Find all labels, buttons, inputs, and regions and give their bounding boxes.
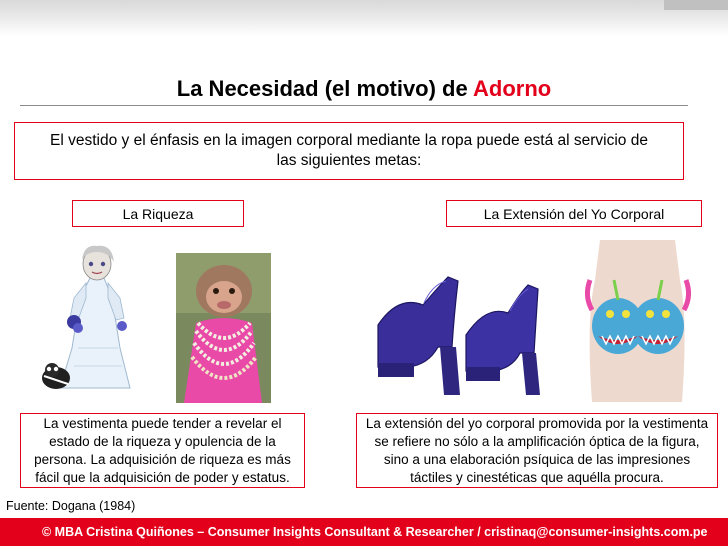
footer-text: © MBA Cristina Quiñones – Consumer Insights Consultant & Researcher / cristinaq@consumer-insights.com.pe xyxy=(42,525,708,539)
body-extension-description-box xyxy=(356,413,718,488)
decorated-bra-image xyxy=(570,240,705,402)
slide-title xyxy=(0,76,728,102)
top-corner-stripe xyxy=(664,0,728,10)
goal-label-wealth-text: La Riqueza xyxy=(122,205,194,222)
intro-text: El vestido y el énfasis en la imagen corporal mediante la ropa puede está al servicio de las siguientes metas: xyxy=(50,132,648,169)
slide-title-accent: Adorno xyxy=(473,76,552,101)
monkey-pearls-image xyxy=(176,253,271,403)
intro-box xyxy=(14,122,684,180)
bride-figure-image xyxy=(30,238,162,400)
goal-label-body-extension xyxy=(446,200,702,227)
wealth-description-box xyxy=(20,413,305,488)
slide-title-main: La Necesidad (el motivo) de xyxy=(176,76,474,101)
title-divider xyxy=(20,105,688,106)
source-citation: Fuente: Dogana (1984) xyxy=(6,499,136,513)
platform-shoes-image xyxy=(368,255,551,399)
body-extension-description-text: La extensión del yo corporal promovida por la vestimenta se refiere no sólo a la amplificación óptica de la figura, sino a una elaboración psíquica de las impresiones táctiles y cinestéticas que aquélla procura. xyxy=(365,415,709,485)
goal-label-wealth xyxy=(72,200,244,227)
top-gradient-band xyxy=(0,0,728,36)
goal-label-body-extension-text: La Extensión del Yo Corporal xyxy=(483,205,665,222)
footer-bar xyxy=(0,518,728,546)
wealth-description-text: La vestimenta puede tender a revelar el estado de la riqueza y opulencia de la persona. La adquisición de riqueza es más fácil que la adquisición de poder y estatus. xyxy=(34,415,291,485)
